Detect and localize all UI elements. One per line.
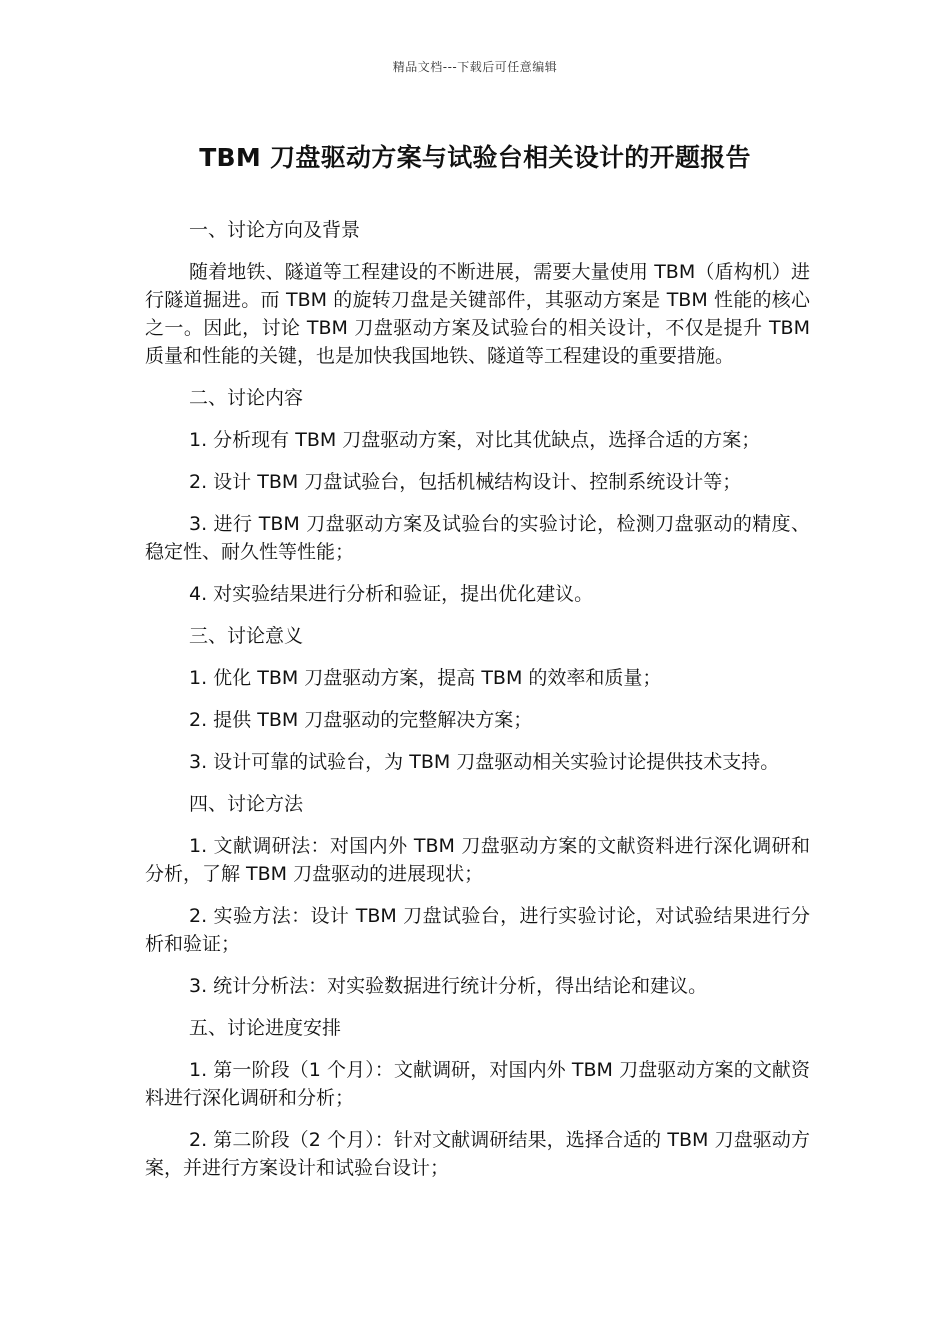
list-item: 1. 分析现有 TBM 刀盘驱动方案，对比其优缺点，选择合适的方案； bbox=[189, 429, 761, 451]
list-item: 3. 设计可靠的试验台，为 TBM 刀盘驱动相关实验讨论提供技术支持。 bbox=[189, 751, 780, 773]
list-item: 1. 第一阶段（1 个月）：文献调研，对国内外 TBM 刀盘驱动方案的文献资料进行深化调研和分析； bbox=[145, 1059, 810, 1109]
list-item: 1. 优化 TBM 刀盘驱动方案，提高 TBM 的效率和质量； bbox=[189, 667, 662, 689]
header-note: 精品文档---下载后可任意编辑 bbox=[392, 60, 558, 74]
list-item: 3. 进行 TBM 刀盘驱动方案及试验台的实验讨论，检测刀盘驱动的精度、稳定性、耐久性等性能； bbox=[145, 513, 810, 563]
section-heading: 二、讨论内容 bbox=[189, 387, 304, 409]
list-item: 2. 第二阶段（2 个月）：针对文献调研结果，选择合适的 TBM 刀盘驱动方案，并进行方案设计和试验台设计； bbox=[145, 1129, 810, 1179]
document-title: TBM 刀盘驱动方案与试验台相关设计的开题报告 bbox=[199, 143, 751, 172]
paragraph: 随着地铁、隧道等工程建设的不断进展，需要大量使用 TBM（盾构机）进行隧道掘进。而 TBM 的旋转刀盘是关键部件，其驱动方案是 TBM 性能的核心之一。因此，讨论 TBM 刀盘驱动方案及试验台的相关设计，不仅是提升 TBM 质量和性能的关键，也是加快我国地铁、隧道等工程建设的重要措施。 bbox=[145, 261, 810, 367]
section-heading: 一、讨论方向及背景 bbox=[189, 219, 361, 241]
list-item: 2. 设计 TBM 刀盘试验台，包括机械结构设计、控制系统设计等； bbox=[189, 471, 742, 493]
list-item: 2. 实验方法：设计 TBM 刀盘试验台，进行实验讨论，对试验结果进行分析和验证； bbox=[145, 905, 810, 955]
list-item: 1. 文献调研法：对国内外 TBM 刀盘驱动方案的文献资料进行深化调研和分析，了解 TBM 刀盘驱动的进展现状； bbox=[145, 835, 810, 885]
list-item: 4. 对实验结果进行分析和验证，提出优化建议。 bbox=[189, 583, 594, 605]
list-item: 3. 统计分析法：对实验数据进行统计分析，得出结论和建议。 bbox=[189, 975, 708, 997]
section-heading: 五、讨论进度安排 bbox=[189, 1017, 342, 1039]
section-heading: 四、讨论方法 bbox=[189, 793, 304, 815]
section-heading: 三、讨论意义 bbox=[189, 625, 304, 647]
document-body bbox=[145, 216, 810, 1196]
list-item: 2. 提供 TBM 刀盘驱动的完整解决方案； bbox=[189, 709, 533, 731]
